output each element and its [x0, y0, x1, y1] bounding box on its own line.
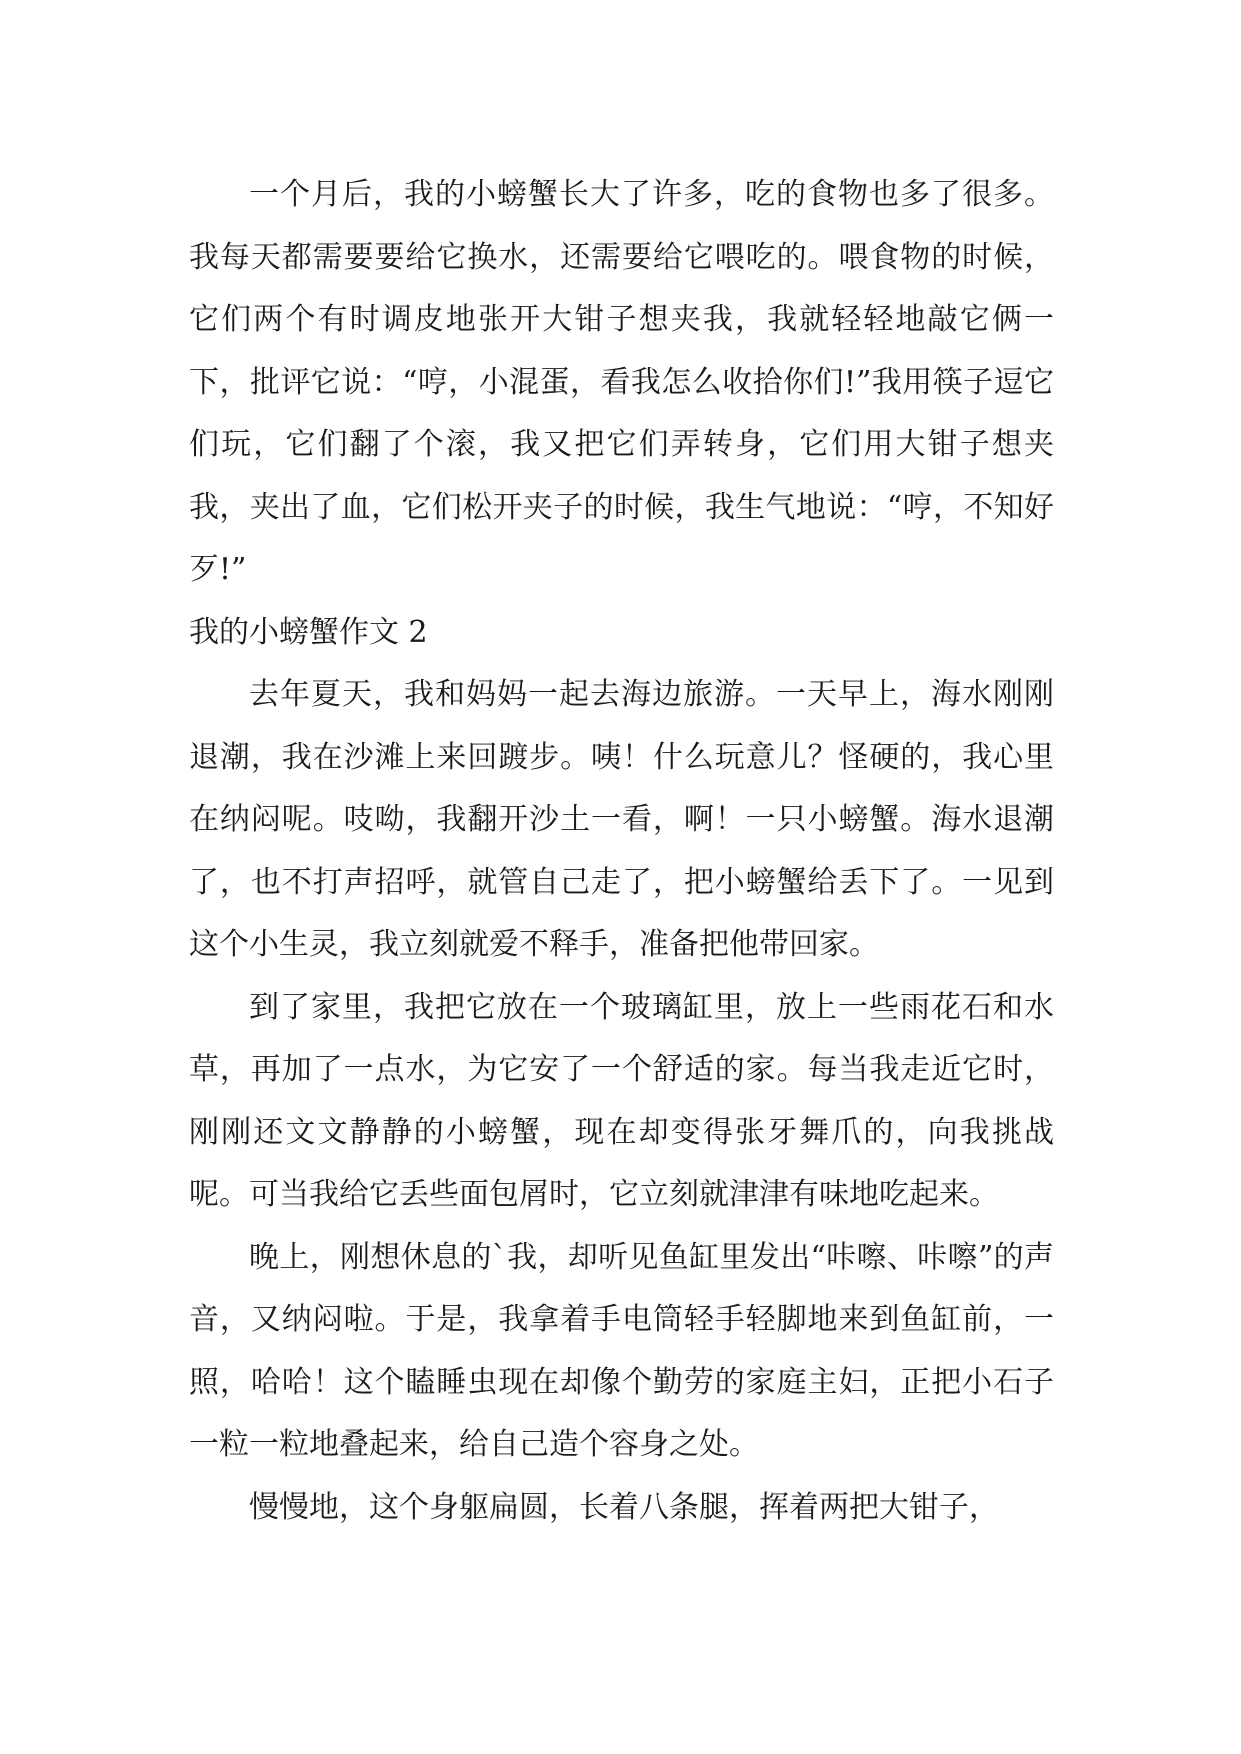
paragraph-1: 一个月后，我的小螃蟹长大了许多，吃的食物也多了很多。我每天都需要要给它换水，还需要给它喂吃的。喂食物的时候，它们两个有时调皮地张开大钳子想夹我，我就轻轻地敲它俩一下，批评它说：“哼，小混蛋，看我怎么收拾你们!”我用筷子逗它们玩，它们翻了个滚，我又把它们弄转身，它们用大钳子想夹我，夹出了血，它们松开夹子的时候，我生气地说：“哼，不知好歹!”: [189, 177, 1054, 587]
paragraph-4: 晚上，刚想休息的`我，却听见鱼缸里发出“咔嚓、咔嚓”的声音，又纳闷啦。于是，我拿着手电筒轻手轻脚地来到鱼缸前，一照，哈哈！这个瞌睡虫现在却像个勤劳的家庭主妇，正把小石子一粒一粒地叠起来，给自己造个容身之处。: [189, 1239, 1054, 1462]
paragraph-2: 去年夏天，我和妈妈一起去海边旅游。一天早上，海水刚刚退潮，我在沙滩上来回踱步。咦！什么玩意儿？怪硬的，我心里在纳闷呢。吱呦，我翻开沙土一看，啊！一只小螃蟹。海水退潮了，也不打声招呼，就管自己走了，把小螃蟹给丢下了。一见到这个小生灵，我立刻就爱不释手，准备把他带回家。: [189, 677, 1054, 962]
document-body: [189, 164, 1054, 1539]
paragraph-5: 慢慢地，这个身躯扁圆，长着八条腿，挥着两把大钳子，: [249, 1489, 999, 1525]
paragraph-3: 到了家里，我把它放在一个玻璃缸里，放上一些雨花石和水草，再加了一点水，为它安了一个舒适的家。每当我走近它时，刚刚还文文静静的小螃蟹，现在却变得张牙舞爪的，向我挑战呢。可当我给它丢些面包屑时，它立刻就津津有味地吃起来。: [189, 989, 1054, 1212]
section-heading: 我的小螃蟹作文 2: [189, 614, 428, 650]
